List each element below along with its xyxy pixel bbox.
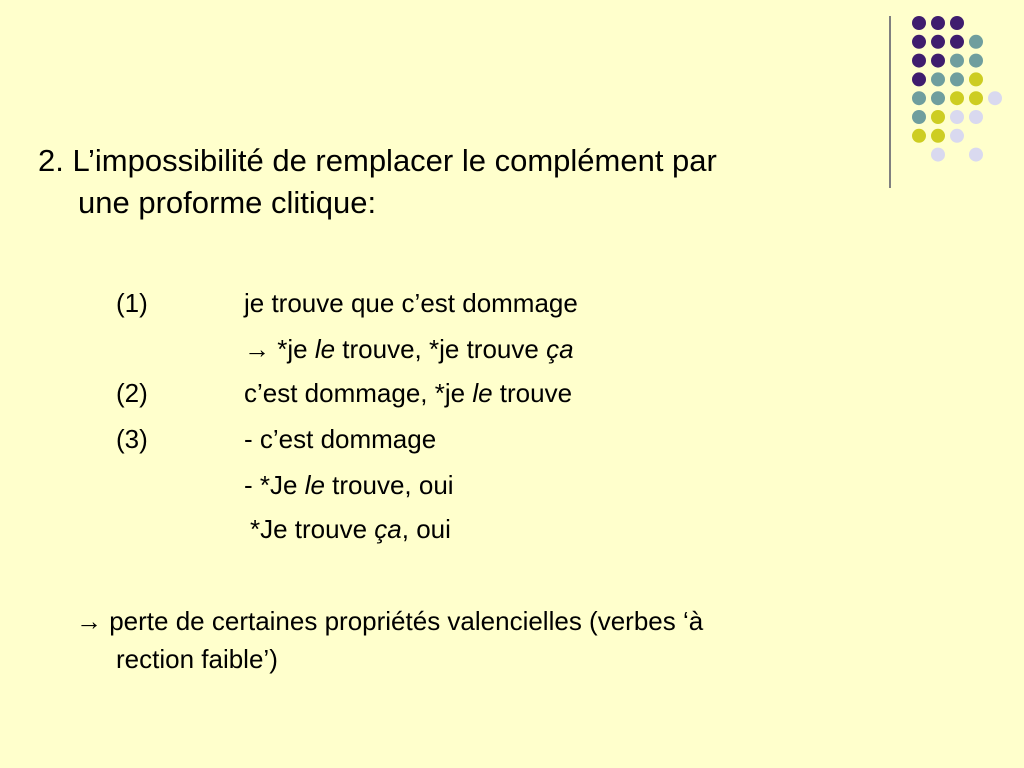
decorative-dot <box>950 16 964 30</box>
conclusion-line-2: rection faible’) <box>116 644 278 674</box>
example-number: (1) <box>116 288 148 318</box>
example-text-part: *Je trouve <box>250 514 375 544</box>
example-text <box>244 470 454 500</box>
decorative-dot <box>931 129 945 143</box>
example-text <box>244 378 572 408</box>
decorative-dot <box>912 129 926 143</box>
decorative-dot <box>969 91 983 105</box>
decorative-dot <box>988 91 1002 105</box>
decorative-dot <box>912 16 926 30</box>
decorative-vertical-line <box>889 16 891 188</box>
example-number: (2) <box>116 378 148 408</box>
example-text <box>244 424 436 454</box>
decorative-dot <box>950 129 964 143</box>
decorative-dot <box>912 35 926 49</box>
example-text-part: c’est dommage, *je <box>244 378 473 408</box>
example-text-part: je trouve que c’est dommage <box>244 288 578 318</box>
example-text-part: - *Je <box>244 470 305 500</box>
decorative-dot <box>931 148 945 162</box>
example-text-part: trouve, *je trouve <box>335 334 547 364</box>
example-text-part: trouve <box>492 378 573 408</box>
example-text <box>244 288 578 318</box>
heading-line-2: une proforme clitique: <box>78 185 377 220</box>
example-italic-part: le <box>314 334 336 364</box>
decorative-dot <box>912 110 926 124</box>
decorative-dot <box>950 110 964 124</box>
slide-heading <box>38 140 717 224</box>
decorative-dot <box>912 72 926 86</box>
decorative-dot <box>950 91 964 105</box>
decorative-dot <box>912 54 926 68</box>
conclusion-bullet <box>76 602 936 678</box>
example-italic-part: ça <box>546 334 574 364</box>
example-text-part: → *je <box>244 334 315 364</box>
example-italic-part: ça <box>374 514 402 544</box>
decorative-dot <box>931 72 945 86</box>
decorative-dot <box>969 72 983 86</box>
decorative-dot <box>950 72 964 86</box>
heading-line-1: 2. L’impossibilité de remplacer le complément par <box>38 143 717 178</box>
example-italic-part: le <box>304 470 325 500</box>
decorative-dot <box>969 110 983 124</box>
example-text-part: , oui <box>401 514 451 544</box>
decorative-dot <box>931 110 945 124</box>
decorative-dot <box>912 91 926 105</box>
decorative-dot <box>969 54 983 68</box>
decorative-dot <box>931 16 945 30</box>
decorative-dot <box>969 35 983 49</box>
example-text <box>244 334 574 364</box>
example-italic-part: le <box>472 378 493 408</box>
decorative-dot <box>931 35 945 49</box>
example-text-part: trouve, oui <box>324 470 454 500</box>
decorative-dot <box>931 54 945 68</box>
example-number: (3) <box>116 424 148 454</box>
decorative-dot <box>931 91 945 105</box>
decorative-dot <box>950 54 964 68</box>
conclusion-line-1: → perte de certaines propriétés valencielles (verbes ‘à <box>76 606 704 636</box>
example-text <box>250 514 451 544</box>
example-text-part: - c’est dommage <box>244 424 437 454</box>
decorative-dot <box>950 35 964 49</box>
decorative-dot <box>969 148 983 162</box>
